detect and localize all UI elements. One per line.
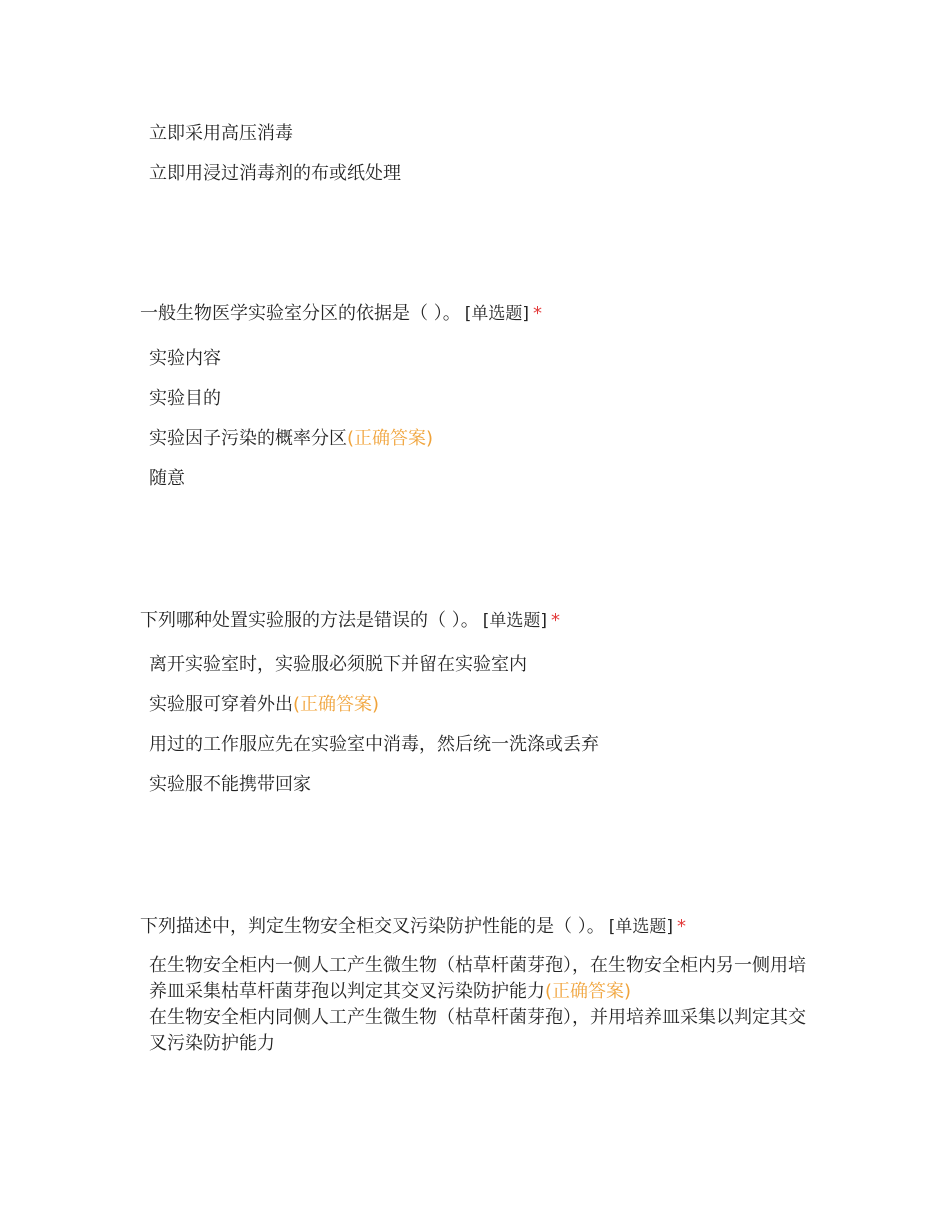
option-q1-1[interactable]: 实验内容 (149, 348, 221, 369)
option-q2-4[interactable]: 实验服不能携带回家 (149, 774, 311, 795)
option-q2-3[interactable]: 用过的工作服应先在实验室中消毒，然后统一洗涤或丢弃 (149, 734, 599, 755)
question-title-2 (140, 610, 560, 632)
question-type: [单选题] (608, 917, 673, 937)
question-title-1 (140, 303, 542, 325)
question-text: 下列描述中，判定生物安全柜交叉污染防护性能的是（ ）。 (140, 916, 605, 937)
question-text: 一般生物医学实验室分区的依据是（ ）。 (140, 303, 461, 324)
option-q1-4[interactable]: 随意 (149, 468, 185, 489)
option-q1-3[interactable]: 实验因子污染的概率分区(正确答案) (149, 428, 434, 449)
option-q3-2[interactable]: 在生物安全柜内同侧人工产生微生物（枯草杆菌芽孢），并用培养皿采集以判定其交叉污染防护能力 (149, 1007, 806, 1054)
required-mark: * (551, 610, 560, 631)
option-q3-1[interactable]: 在生物安全柜内一侧人工产生微生物（枯草杆菌芽孢），在生物安全柜内另一侧用培养皿采集枯草杆菌芽孢以判定其交叉污染防护能力(正确答案) (149, 955, 806, 1002)
correct-answer-mark: (正确答案) (293, 694, 380, 715)
option-q0-1[interactable]: 立即采用高压消毒 (149, 123, 293, 144)
question-type: [单选题] (482, 611, 547, 631)
option-q2-1[interactable]: 离开实验室时，实验服必须脱下并留在实验室内 (149, 654, 527, 675)
correct-answer-mark: (正确答案) (545, 981, 632, 1002)
question-title-3 (140, 916, 686, 938)
required-mark: * (533, 303, 542, 324)
question-type: [单选题] (464, 304, 529, 324)
option-q0-2[interactable]: 立即用浸过消毒剂的布或纸处理 (149, 163, 401, 184)
option-q2-2[interactable]: 实验服可穿着外出(正确答案) (149, 694, 380, 715)
required-mark: * (677, 916, 686, 937)
question-text: 下列哪种处置实验服的方法是错误的（ ）。 (140, 610, 479, 631)
option-q1-2[interactable]: 实验目的 (149, 388, 221, 409)
correct-answer-mark: (正确答案) (347, 428, 434, 449)
